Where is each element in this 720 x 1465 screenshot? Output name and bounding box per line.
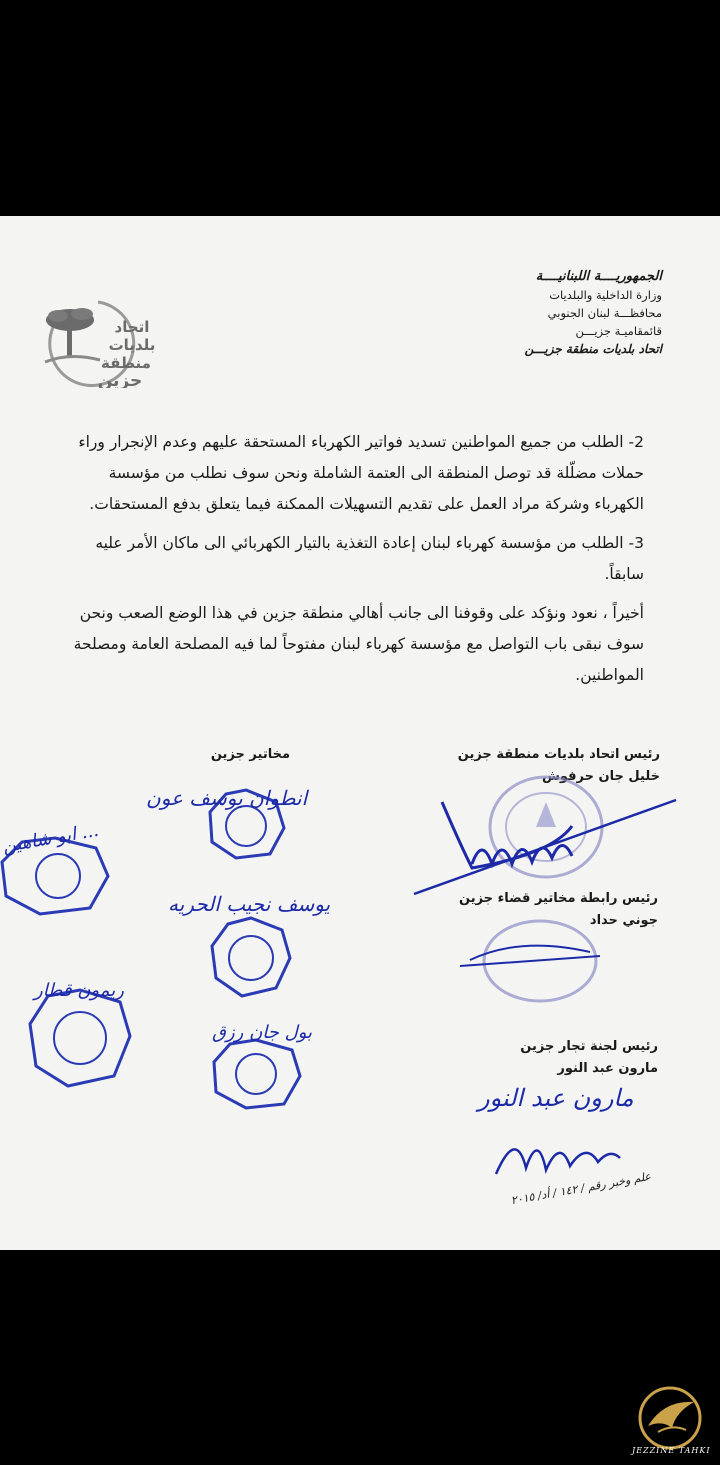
mukhtars-title: مخاتير جزين bbox=[210, 747, 290, 762]
watermark-logo bbox=[628, 1380, 712, 1460]
paragraph-3: 3- الطلب من مؤسسة كهرباء لبنان إعادة التغذية بالتيار الكهربائي الى ماكان الأمر عليه سابقاً. bbox=[95, 534, 644, 583]
paragraph-4: أخيراً ، نعود ونؤكد على وقوفنا الى جانب أهالي منطقة جزين في هذا الوضع الصعب ونحن سوف نبقى باب التواصل مع مؤسسة كهرباء لبنان مفتوحاً لما فيه المصلحة العامة ومصلحة المواطنين. bbox=[73, 604, 644, 684]
header-ministry: وزارة الداخلية والبلديات bbox=[549, 288, 662, 302]
svg-text:اتحاد: اتحاد bbox=[114, 318, 150, 336]
traders-handwriting: مارون عبد النور bbox=[478, 1084, 634, 1112]
svg-text:بلديات: بلديات bbox=[108, 336, 156, 354]
header-governorate: محافظـــة لبنان الجنوبي bbox=[547, 306, 662, 320]
mukhtar-stamp-2 bbox=[210, 916, 292, 1002]
mukhtar-league-title: رئيس رابطة مخاتير قضاء جزين bbox=[459, 891, 658, 906]
header-district: قائمقاميـة جزيـــن bbox=[575, 324, 662, 338]
mukhtar-stamp-3 bbox=[210, 1038, 302, 1114]
document-page bbox=[0, 216, 720, 1250]
union-president-signature bbox=[412, 784, 682, 900]
mukhtar-3-handwriting: بول جان رزق bbox=[212, 1022, 313, 1043]
union-president-name: خليل جان حرفوش bbox=[541, 769, 660, 784]
left-stamp-2 bbox=[28, 988, 132, 1092]
left-1-handwriting: ابو شاهين ... bbox=[0, 819, 101, 858]
header-union: اتحاد بلديات منطقة جزيـــن bbox=[524, 342, 662, 356]
left-2-handwriting: ريمون قطار bbox=[34, 980, 124, 1001]
svg-text:جزين: جزين bbox=[97, 371, 143, 388]
letterhead bbox=[402, 268, 662, 358]
mukhtar-1-handwriting: انطوان يوسف عون bbox=[146, 786, 308, 810]
mukhtar-league-stamp bbox=[460, 916, 600, 1010]
traders-block bbox=[418, 1036, 658, 1080]
traders-president-title: رئيس لجنة تجار جزين bbox=[520, 1039, 658, 1054]
registration-number: علم وخبر رقم / ١٤٢ / أد/ ٢٠١٥ bbox=[509, 1169, 652, 1208]
letter-body bbox=[64, 427, 644, 691]
paragraph-2: 2- الطلب من جميع المواطنين تسديد فواتير الكهرباء المستحقة عليهم وعدم الإنجرار وراء حملات مضلّلة قد توصل المنطقة الى العتمة الشاملة ونحن سوف نطلب من مؤسسة الكهرباء وشركة مراد العمل على تقديم التسهيلات الممكنة فيما يتعلق بدفع المستحقات. bbox=[78, 433, 644, 513]
watermark-text: JEZZINE TAHKI bbox=[632, 1446, 711, 1455]
mukhtars-block bbox=[130, 744, 290, 766]
svg-text:منطقة: منطقة bbox=[101, 354, 151, 372]
union-president-title: رئيس اتحاد بلديات منطقة جزين bbox=[457, 747, 660, 762]
mukhtar-league-name: جوني حداد bbox=[589, 913, 658, 928]
union-logo bbox=[40, 296, 158, 388]
header-republic: الجمهوريــــة اللبنانيــــة bbox=[535, 269, 662, 284]
traders-president-name: مارون عبد النور bbox=[557, 1061, 658, 1076]
mukhtar-2-handwriting: يوسف نجيب الحريه bbox=[168, 892, 331, 916]
